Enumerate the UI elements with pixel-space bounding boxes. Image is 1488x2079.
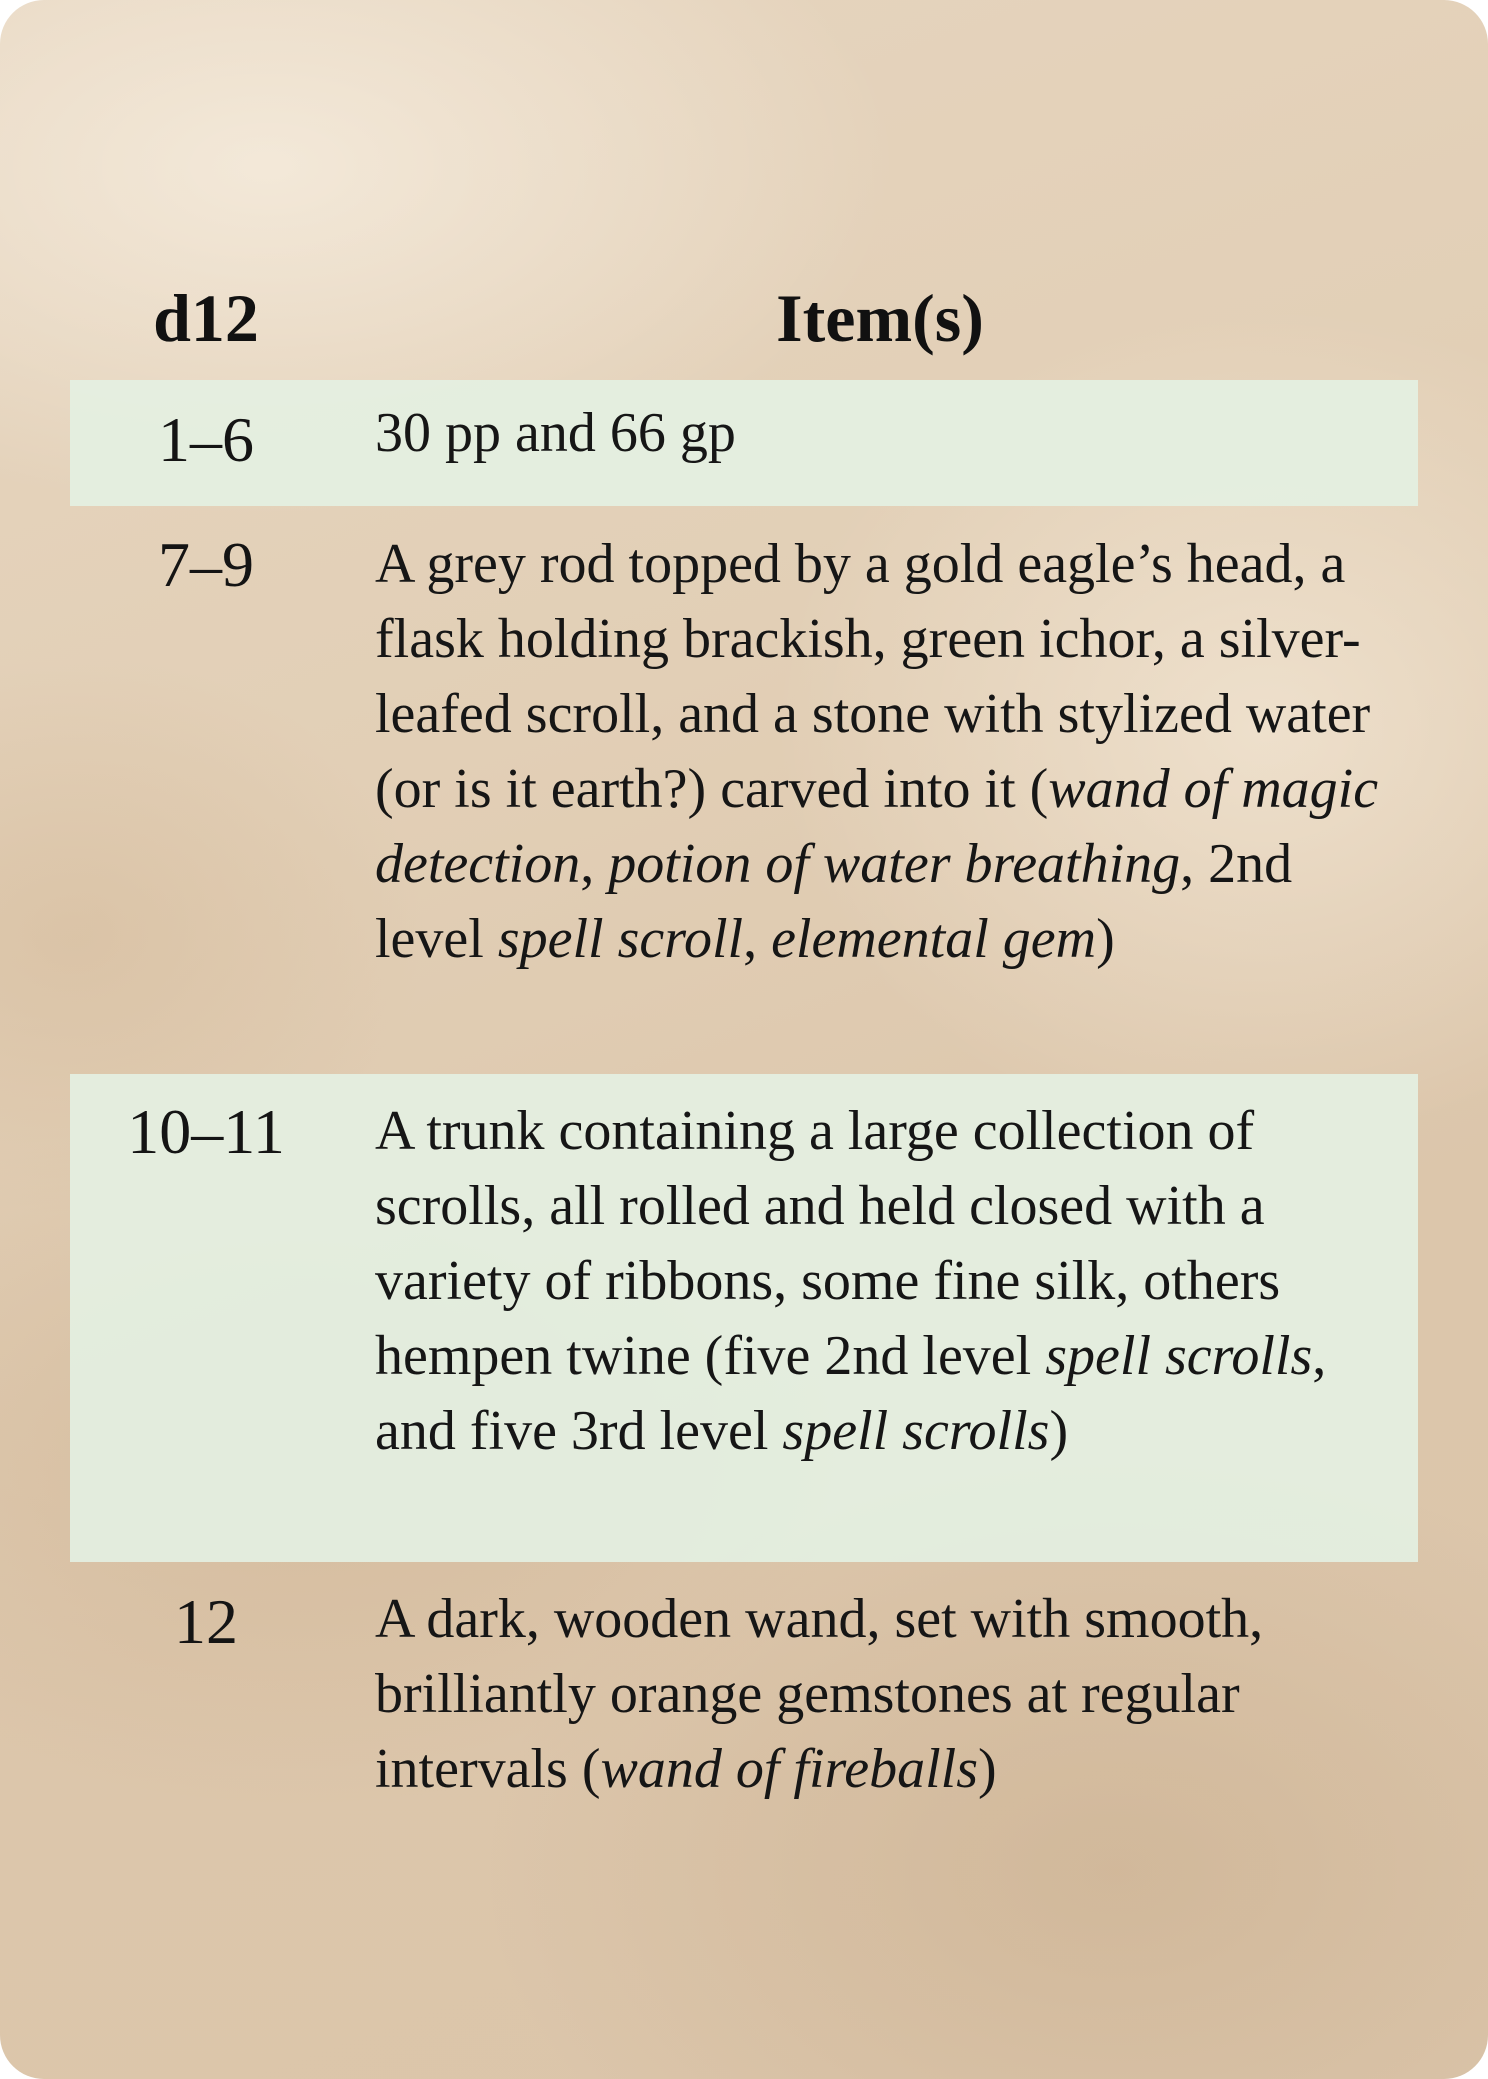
table-row xyxy=(70,1074,1418,1562)
treasure-table xyxy=(70,260,1418,1822)
roll-range: 12 xyxy=(174,1586,238,1657)
roll-range: 10–11 xyxy=(127,1096,285,1167)
item-description: A dark, wooden wand, set with smooth, brilliantly orange gemstones at regular intervals (wand of fireballs) xyxy=(375,1588,1264,1800)
header-items: Item(s) xyxy=(776,280,984,356)
roll-range: 1–6 xyxy=(158,404,254,475)
item-description: A trunk containing a large collection of scrolls, all rolled and held closed with a variety of ribbons, some fine silk, others hempen twine (five 2nd level spell scrolls, and five 3rd level spell scrolls) xyxy=(375,1100,1327,1462)
header-die: d12 xyxy=(153,280,259,356)
item-description: 30 pp and 66 gp xyxy=(375,402,736,464)
table-row xyxy=(70,1562,1418,1822)
roll-range: 7–9 xyxy=(158,529,254,600)
table-row xyxy=(70,380,1418,506)
table-header xyxy=(70,260,1418,380)
table-row xyxy=(70,506,1418,1074)
item-description: A grey rod topped by a gold eagle’s head, a flask holding brackish, green ichor, a silver-leafed scroll, and a stone with stylized water (or is it earth?) carved into it (wand of magic detection, potion of water breathing, 2nd level spell scroll, elemental gem) xyxy=(375,533,1379,970)
